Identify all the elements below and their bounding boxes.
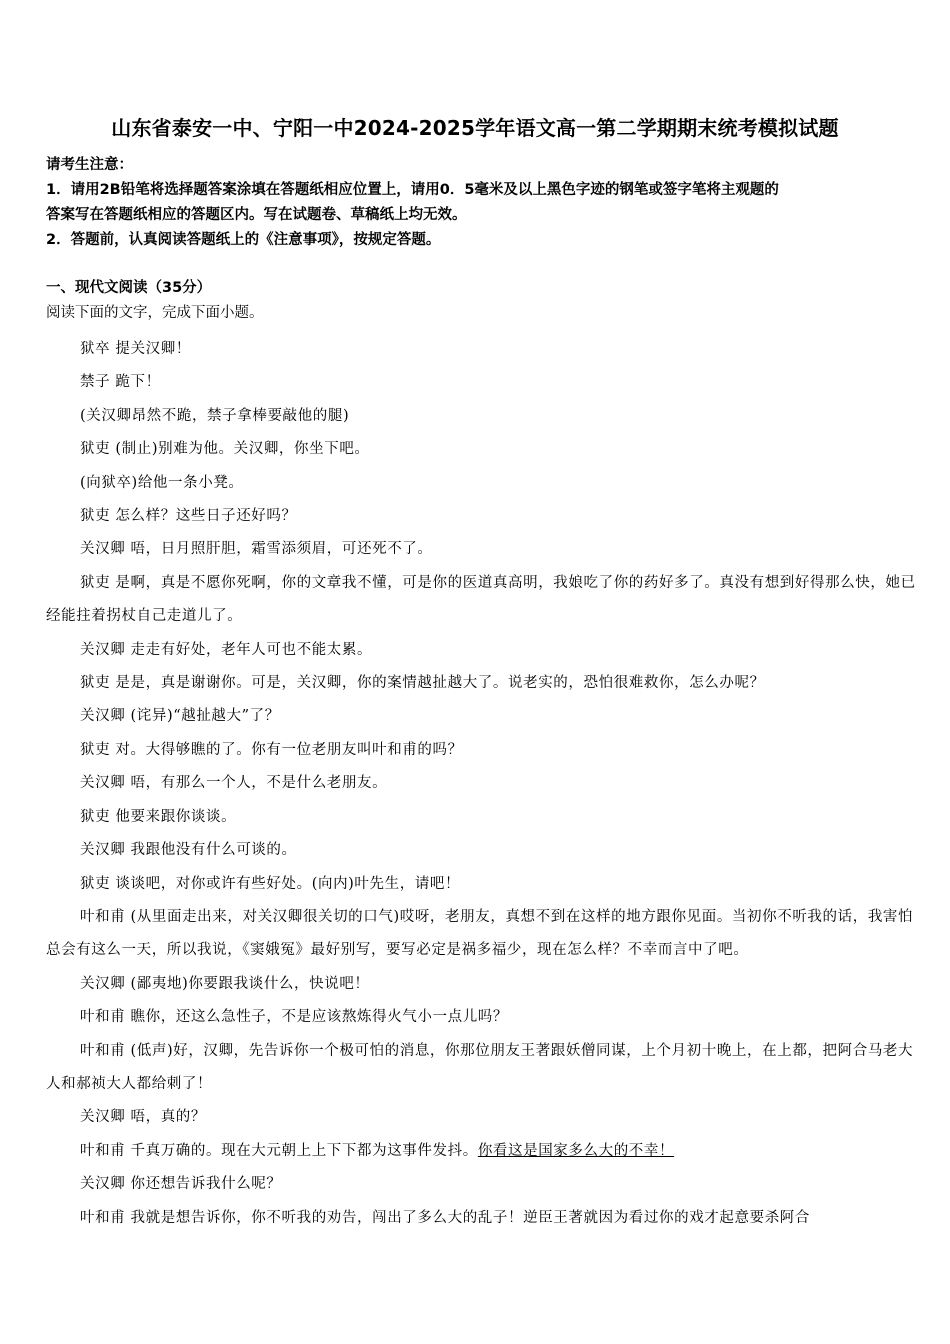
script-line: 关汉卿 你还想告诉我什么呢？ <box>80 1176 282 1193</box>
stage-direction: (关汉卿昂然不跪，禁子拿棒要敲他的腿) <box>80 407 350 424</box>
script-line: 叶和甫 (从里面走出来，对关汉卿很关切的口气)哎呀，老朋友，真想不到在这样的地方跟你见面。当初你不听我的话，我害怕总会有这么一天，所以我说，《窦娥冤》最好别写，要写必定是祸多福少，现在怎么样？不幸而言中了吧。 <box>46 908 914 959</box>
script-line-with-underline <box>46 1135 916 1168</box>
script-line: 狱吏 他要来跟你谈谈。 <box>80 808 237 825</box>
script-line-prefix: 叶和甫 千真万确的。现在大元朝上上下下都为这事件发抖。 <box>80 1142 478 1159</box>
script-line: 狱吏 谈谈吧，对你或许有些好处。(向内)叶先生，请吧！ <box>80 875 461 892</box>
script-line: 关汉卿 (鄙夷地)你要跟我谈什么，快说吧！ <box>80 975 370 992</box>
underlined-sentence: 你看这是国家多么大的不幸！ <box>477 1142 675 1159</box>
section-instruction: 阅读下面的文字，完成下面小题。 <box>46 305 264 321</box>
script-line: 叶和甫 我就是想告诉你，你不听我的劝告，闯出了多么大的乱子！逆臣王著就因为看过你的戏才起意要杀阿合 <box>80 1209 811 1226</box>
script-line: 狱吏 怎么样？这些日子还好吗？ <box>80 508 297 525</box>
script-line: 狱卒 提关汉卿！ <box>80 341 191 357</box>
script-line: 关汉卿 唔，日月照肝胆，霜雪添须眉，可还死不了。 <box>80 541 433 558</box>
notice-line: 1．请用2B铅笔将选择题答案涂填在答题纸相应位置上，请用0．5毫米及以上黑色字迹的钢笔或签字笔将主观题的 <box>46 182 779 198</box>
script-line: 关汉卿 我跟他没有什么可谈的。 <box>80 842 297 859</box>
stage-direction: (向狱卒)给他一条小凳。 <box>80 474 244 491</box>
script-line: 禁子 跪下！ <box>80 374 161 391</box>
reading-passage <box>46 333 916 1235</box>
script-line: 关汉卿 唔，有那么一个人，不是什么老朋友。 <box>80 775 388 792</box>
script-line: 关汉卿 走走有好处，老年人可也不能太累。 <box>80 641 373 658</box>
script-line: 狱吏 是啊，真是不愿你死啊，你的文章我不懂，可是你的医道真高明，我娘吃了你的药好多了。真没有想到好得那么快，她已经能拄着拐杖自己走道儿了。 <box>46 574 916 625</box>
script-line: 狱吏 对。大得够瞧的了。你有一位老朋友叫叶和甫的吗？ <box>80 741 463 758</box>
notice-line: 2．答题前，认真阅读答题纸上的《注意事项》，按规定答题。 <box>46 232 441 248</box>
script-line: 叶和甫 瞧你，还这么急性子，不是应该熬炼得火气小一点儿吗？ <box>80 1009 509 1026</box>
exam-title: 山东省泰安一中、宁阳一中2024-2025学年语文高一第二学期期末统考模拟试题 <box>111 116 839 140</box>
script-line: 狱吏 (制止)别难为他。关汉卿，你坐下吧。 <box>80 441 370 458</box>
notice-heading: 请考生注意： <box>46 157 133 173</box>
section-heading: 一、现代文阅读（35分） <box>46 280 212 296</box>
script-line: 狱吏 是是，真是谢谢你。可是，关汉卿，你的案情越扯越大了。说老实的，恐怕很难救你，怎么办呢？ <box>80 675 765 692</box>
candidate-notice <box>46 153 906 253</box>
script-line: 关汉卿 (诧异)“越扯越大”了？ <box>80 708 280 725</box>
script-line: 关汉卿 唔，真的？ <box>80 1109 207 1126</box>
notice-line: 答案写在答题纸相应的答题区内。写在试题卷、草稿纸上均无效。 <box>46 207 467 223</box>
script-line: 叶和甫 (低声)好，汉卿，先告诉你一个极可怕的消息，你那位朋友王著跟妖僧同谋，上个月初十晚上，在上都，把阿合马老大人和郝祯大人都给刺了！ <box>46 1042 914 1092</box>
